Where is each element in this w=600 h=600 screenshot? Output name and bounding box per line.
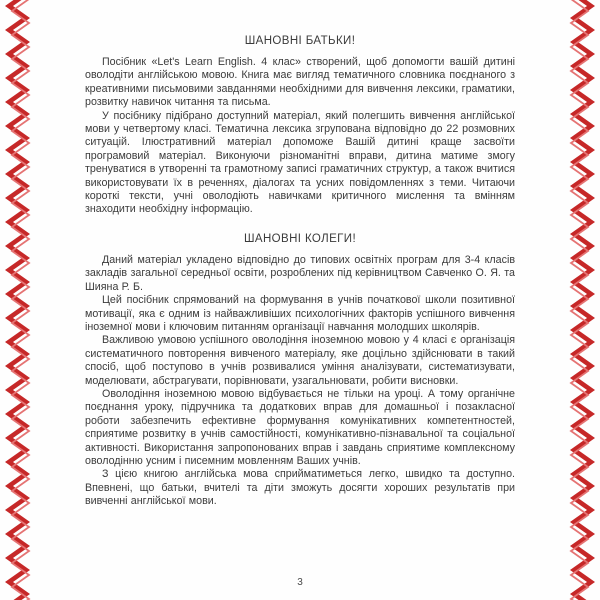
zigzag-border-right: [569, 0, 595, 600]
zigzag-border-left: [5, 0, 31, 600]
section-colleagues: [85, 233, 515, 509]
paragraph: З цією книгою англійська мова сприйматиметься легко, швидко та доступно. Впевнені, що батьки, вчителі та діти зможуть досягти хороших результатів при вивченні англійської мови.: [85, 468, 515, 508]
section-heading-colleagues: ШАНОВНІ КОЛЕГИ!: [243, 232, 357, 245]
paragraph: Оволодіння іноземною мовою відбувається не тільки на уроці. А тому органічне поєднання уроку, підручника та додаткових вправ для домашньої і позакласної роботи забезпечить ефективне формування комунікативних компетентностей, сприятиме розвитку в учнів самостійності, комунікативно-пізнавальної та соціальної активності. Використання запропонованих вправ і завдань сприятиме комплексному оволодінню усним і писемним мовленням Ваших учнів.: [85, 387, 515, 467]
page-content: [85, 0, 515, 509]
page-number: 3: [297, 577, 303, 588]
paragraph: Важливою умовою успішного оволодіння іноземною мовою у 4 класі є організація систематичного повторення вивченого матеріалу, яке доцільно здійснювати в такий спосіб, щоб поступово в учнів розвивалися уміння аналізувати, систематизувати, моделювати, абстрагувати, порівнювати, узагальнювати, робити висновки.: [85, 334, 515, 387]
paragraph: У посібнику підібрано доступний матеріал, який полегшить вивчення англійської мови у четвертому класі. Тематична лексика згрупована відповідно до 22 розмовних ситуацій. Ілюстративний матеріал допоможе Вашій дитині краще засвоїти програмовий матеріал. Виконуючи різноманітні вправи, дитина матиме змогу тренуватися в утворенні та грамотному записі граматичних структур, а також вчитися використовувати їх в реченнях, діалогах та усних повідомленнях з теми. Читаючи короткі тексти, учні оволодіють навичками критичного мислення та вмінням знаходити необхідну інформацію.: [85, 109, 515, 216]
paragraph: Посібник «Let's Learn English. 4 клас» створений, щоб допомогти вашій дитині оволодіти англійською мовою. Книга має вигляд тематичного словника поєднаного з креативними письмовими завданнями необхідними для вивчення лексики, граматики, розвитку навичок читання та письма.: [85, 56, 515, 109]
section-parents: [85, 35, 515, 217]
paragraph: Даний матеріал укладено відповідно до типових освітніх програм для 3-4 класів закладів загальної середньої освіти, розроблених під керівництвом Савченко О. Я. та Шияна Р. Б.: [85, 253, 515, 293]
section-heading-parents: ШАНОВНІ БАТЬКИ!: [244, 35, 356, 47]
paragraph: Цей посібник спрямований на формування в учнів початкової школи позитивної мотивації, яка є одним із найважливіших психологічних факторів успішного вивчення іноземної мови і ключовим питанням організації навчання молодших школярів.: [85, 294, 515, 333]
